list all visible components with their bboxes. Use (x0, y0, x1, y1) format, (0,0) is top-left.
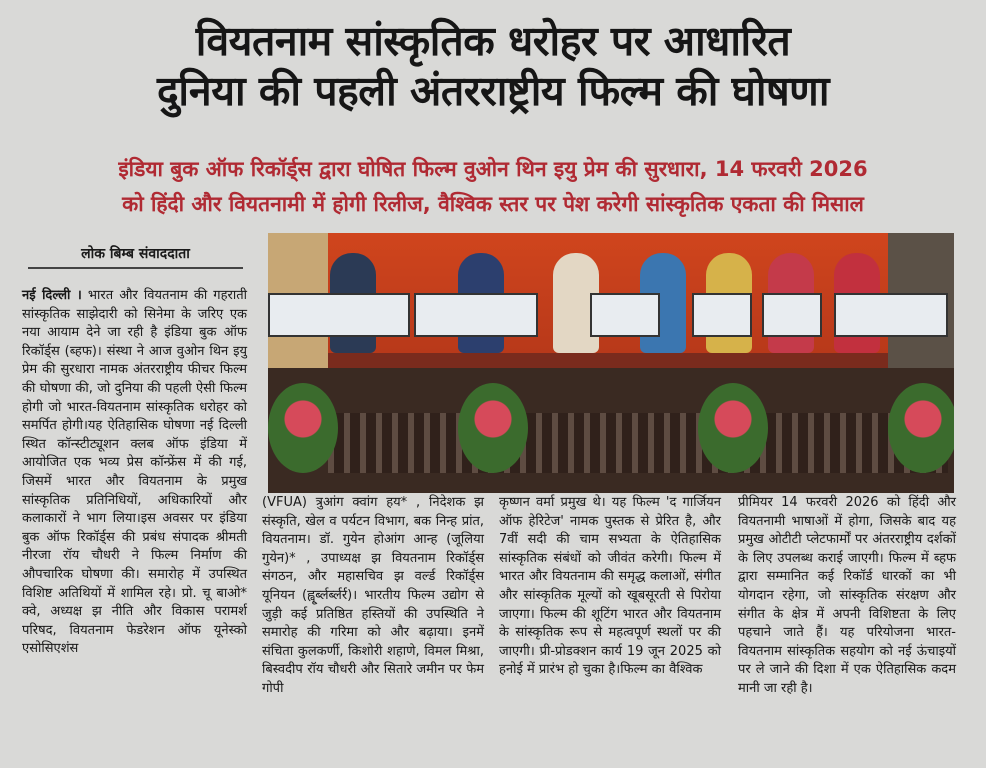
press-conference-photo (268, 233, 954, 493)
photo-flower-plant (268, 383, 338, 473)
subheadline-line-2: को हिंदी और वियतनामी में होगी रिलीज, वैश्विक स्तर पर पेश करेगी सांस्कृतिक एकता की मिसाल (122, 192, 864, 216)
photo-flower-plant (888, 383, 954, 473)
article-column-2: (VFUA) त्रुआंग क्वांग हय* , निदेशक झ संस्कृति, खेल व पर्यटन विभाग, बक निन्ह प्रांत, वियतनाम। डॉ. गुयेन होआंग आन्ह (जूलिया गुयेन)* , उपाध्यक्ष झ वियतनाम रिकॉर्ड्स संगठन, और महासचिव झ वर्ल्ड रिकॉर्ड्स यूनियन (ह्वृ्र्ब्लर्ब्लर्र)। भारतीय फिल्म उद्योग से जुड़ी कई प्रतिष्ठित हस्तियों की उपस्थिति ने समारोह की गरिमा को और बढ़ाया। इनमें संचिता कुलकर्णी, किशोरी शहाणे, विमल मिश्रा, बिस्वदीप रॉय चौधरी और सितारे जमीन पर फेम गोपी (262, 495, 484, 696)
byline: लोक बिम्ब संवाददाता (28, 244, 243, 269)
photo-book-poster (590, 293, 660, 337)
subheadline-line-1: इंडिया बुक ऑफ रिकॉर्ड्स द्वारा घोषित फिल्म वुओन थिन इयु प्रेम की सुरधारा, 14 फरवरी 2026 (118, 157, 868, 181)
photo-flower-plant (698, 383, 768, 473)
photo-table-lattice (328, 413, 948, 473)
photo-book-poster (692, 293, 752, 337)
subheadline (20, 152, 966, 222)
photo-book-poster (268, 293, 410, 337)
photo-book-poster (834, 293, 948, 337)
article-column-3: कृष्णन वर्मा प्रमुख थे। यह फिल्म 'द गार्जियन ऑफ हेरिटेज' नामक पुस्तक से प्रेरित है, और 7वीं सदी की चाम सभ्यता के ऐतिहासिक सांस्कृतिक संबंधों को जीवंत करेगी। फिल्म में भारत और वियतनाम की समृद्ध कलाओं, संगीत और सांस्कृतिक मूल्यों को खूबसूरती से पिरोया जाएगा। फिल्म की शूटिंग भारत और वियतनाम के सांस्कृतिक रूप से महत्वपूर्ण स्थलों पर की जाएगी। प्री-प्रोडक्शन कार्य 19 जून 2025 को हनोई में प्रारंभ हो चुका है।फिल्म का वैश्विक (499, 495, 721, 678)
dateline: नई दिल्ली । (22, 288, 82, 303)
article-column-4: प्रीमियर 14 फरवरी 2026 को हिंदी और वियतनामी भाषाओं में होगा, जिसके बाद यह प्रमुख ओटीटी प्लेटफार्मों पर अंतरराष्ट्रीय दर्शकों के लिए उपलब्ध कराई जाएगी। फिल्म में ब्हफ द्वारा सम्मानित कई रिकॉर्ड धारकों का भी योगदान रहेगा, जो सांस्कृतिक संरक्षण और संगीत के क्षेत्र में अपनी विशिष्टता के लिए पहचाने जाते हैं। यह परियोजना भारत-वियतनाम सांस्कृतिक सहयोग को नई ऊंचाइयों पर ले जाने की दिशा में एक ऐतिहासिक कदम मानी जा रही है। (738, 495, 956, 696)
article-column-1 (22, 287, 247, 659)
headline-line-2: दुनिया की पहली अंतरराष्ट्रीय फिल्म की घोषणा (157, 67, 829, 115)
article-column-1-text: भारत और वियतनाम की गहराती सांस्कृतिक साझेदारी को सिनेमा के जरिए एक नया आयाम देने जा रही है इंडिया बुक ऑफ रिकॉर्ड्स (ब्हफ)। संस्था ने आज वुओन थिन इयु प्रेम की सुरधारा नामक अंतरराष्ट्रीय फीचर फिल्म की घोषणा की, जो दुनिया की पहली ऐसी फिल्म होगी जो भारत-वियतनाम सांस्कृतिक धरोहर को समर्पित होगी।यह ऐतिहासिक घोषणा नई दिल्ली स्थित कॉन्स्टीट्यूशन क्लब ऑफ इंडिया में आयोजित एक भव्य प्रेस कॉन्फ्रेंस में की गई, जिसमें भारत और वियतनाम के प्रमुख सांस्कृतिक प्रतिनिधियों, अधिकारियों और कलाकारों ने भाग लिया।इस अवसर पर इंडिया बुक ऑफ रिकॉर्ड्स की प्रबंध संपादक श्रीमती नीरजा रॉय चौधरी ने फिल्म निर्माण की औपचारिक घोषणा की। समारोह में उपस्थित विशिष्ट अतिथियों में शामिल रहे। प्रो. चू बाओ* क्वे, अध्यक्ष झ नीति और विकास परामर्श परिषद, वियतनाम फेडरेशन ऑफ यूनेस्को एसोसिएशंस (22, 288, 247, 657)
headline (0, 16, 986, 116)
photo-flower-plant (458, 383, 528, 473)
headline-line-1: वियतनाम सांस्कृतिक धरोहर पर आधारित (195, 17, 791, 65)
photo-book-poster (414, 293, 538, 337)
photo-book-poster (762, 293, 822, 337)
